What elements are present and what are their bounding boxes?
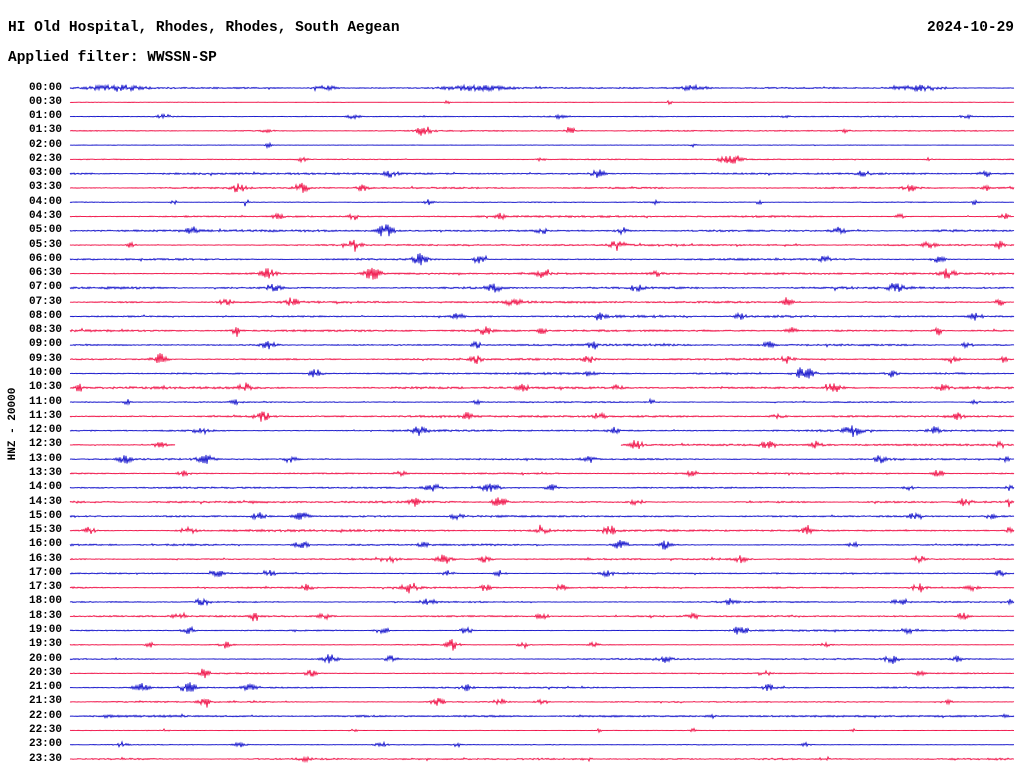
trace-row bbox=[70, 101, 1014, 104]
trace-row bbox=[70, 353, 1014, 364]
time-label: 04:30 bbox=[28, 209, 62, 222]
time-label: 13:30 bbox=[28, 466, 62, 479]
trace-row bbox=[70, 570, 1014, 577]
trace-row bbox=[70, 440, 1014, 449]
trace-row bbox=[70, 143, 1014, 147]
trace-row bbox=[70, 114, 1014, 118]
time-label: 20:00 bbox=[28, 652, 62, 665]
time-label: 16:30 bbox=[28, 552, 62, 565]
channel-scale-label: HNZ - 20000 bbox=[7, 387, 19, 461]
trace-row bbox=[70, 85, 1014, 92]
time-label: 13:00 bbox=[28, 452, 62, 465]
trace-row bbox=[70, 313, 1014, 321]
time-label: 15:00 bbox=[28, 509, 62, 522]
trace-row bbox=[70, 742, 1014, 747]
trace-row bbox=[70, 268, 1014, 280]
applied-filter-label: Applied filter: WWSSN-SP bbox=[8, 50, 217, 66]
trace-row bbox=[70, 627, 1014, 635]
time-label: 09:30 bbox=[28, 352, 62, 365]
trace-row bbox=[70, 326, 1014, 336]
trace-row bbox=[70, 540, 1014, 550]
time-label: 23:00 bbox=[28, 738, 62, 751]
trace-row bbox=[70, 127, 1014, 136]
trace-row bbox=[70, 240, 1014, 252]
time-label: 00:30 bbox=[28, 95, 62, 108]
trace-row bbox=[70, 669, 1014, 678]
time-label: 20:30 bbox=[28, 666, 62, 679]
trace-row bbox=[70, 654, 1014, 664]
time-label: 22:00 bbox=[28, 709, 62, 722]
trace-row bbox=[70, 383, 1014, 392]
trace-row bbox=[70, 525, 1014, 535]
trace-row bbox=[70, 341, 1014, 349]
time-label: 18:30 bbox=[28, 609, 62, 622]
trace-row bbox=[70, 613, 1014, 621]
station-title: HI Old Hospital, Rhodes, Rhodes, South Aegean bbox=[8, 20, 400, 36]
trace-row bbox=[70, 757, 1014, 762]
time-label: 10:00 bbox=[28, 367, 62, 380]
time-label: 08:30 bbox=[28, 324, 62, 337]
trace-row bbox=[70, 297, 1014, 305]
trace-row bbox=[70, 412, 1014, 422]
time-label: 11:30 bbox=[28, 409, 62, 422]
trace-row bbox=[70, 512, 1014, 520]
trace-row bbox=[70, 399, 1014, 404]
trace-row bbox=[70, 470, 1014, 476]
trace-row bbox=[70, 183, 1014, 193]
trace-row bbox=[70, 156, 1014, 164]
trace-row bbox=[70, 729, 1014, 733]
time-label: 00:00 bbox=[28, 81, 62, 94]
time-label: 07:30 bbox=[28, 295, 62, 308]
time-label: 05:00 bbox=[28, 224, 62, 237]
time-label: 08:00 bbox=[28, 309, 62, 322]
time-label: 12:00 bbox=[28, 424, 62, 437]
trace-row bbox=[70, 367, 1014, 378]
time-label: 02:00 bbox=[28, 138, 62, 151]
time-label: 15:30 bbox=[28, 524, 62, 537]
time-label: 02:30 bbox=[28, 152, 62, 165]
time-label: 04:00 bbox=[28, 195, 62, 208]
time-label: 01:30 bbox=[28, 124, 62, 137]
time-label: 18:00 bbox=[28, 595, 62, 608]
trace-row bbox=[70, 199, 1014, 206]
time-label: 14:30 bbox=[28, 495, 62, 508]
time-label: 05:30 bbox=[28, 238, 62, 251]
trace-row bbox=[70, 484, 1014, 492]
time-label: 03:30 bbox=[28, 181, 62, 194]
trace-row bbox=[70, 555, 1014, 564]
time-label: 06:00 bbox=[28, 252, 62, 265]
time-label: 21:00 bbox=[28, 681, 62, 694]
time-label: 19:00 bbox=[28, 624, 62, 636]
trace-row bbox=[70, 455, 1014, 464]
trace-row bbox=[70, 598, 1014, 605]
plot-date: 2024-10-29 bbox=[926, 20, 1014, 36]
trace-row bbox=[70, 682, 1014, 691]
trace-row bbox=[70, 283, 1014, 292]
time-label: 07:00 bbox=[28, 281, 62, 294]
time-label: 16:00 bbox=[28, 538, 62, 551]
trace-row bbox=[70, 224, 1014, 236]
trace-row bbox=[70, 583, 1014, 593]
time-label: 06:30 bbox=[28, 267, 62, 280]
time-label: 17:00 bbox=[28, 566, 62, 579]
time-label: 14:00 bbox=[28, 481, 62, 494]
trace-row bbox=[70, 425, 1014, 437]
time-label: 01:00 bbox=[28, 110, 62, 123]
time-label: 17:30 bbox=[28, 581, 62, 594]
time-label: 19:30 bbox=[28, 638, 62, 651]
time-label: 09:00 bbox=[28, 338, 62, 351]
time-label: 11:00 bbox=[28, 395, 62, 408]
trace-row bbox=[70, 170, 1014, 178]
time-label: 23:30 bbox=[28, 752, 62, 765]
trace-row bbox=[70, 497, 1014, 507]
time-label: 22:30 bbox=[28, 723, 62, 736]
trace-row bbox=[70, 213, 1014, 220]
time-label: 10:30 bbox=[28, 381, 62, 394]
trace-row bbox=[70, 714, 1014, 718]
trace-row bbox=[70, 639, 1014, 650]
time-label: 03:00 bbox=[28, 167, 62, 180]
time-label: 21:30 bbox=[28, 695, 62, 708]
time-label: 12:30 bbox=[28, 438, 62, 451]
trace-row bbox=[70, 253, 1014, 265]
trace-row bbox=[70, 698, 1014, 708]
